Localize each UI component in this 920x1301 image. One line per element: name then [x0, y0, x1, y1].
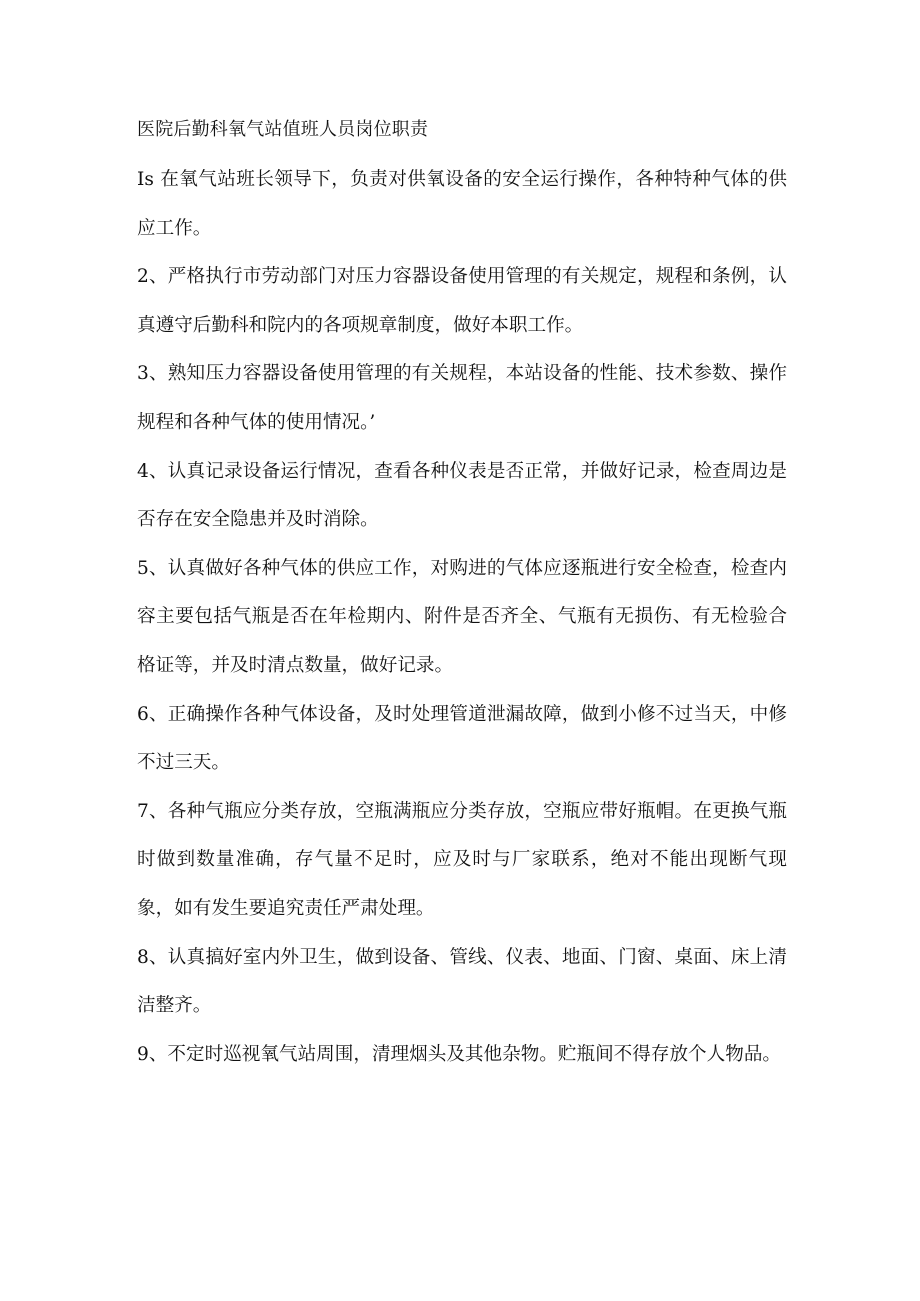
- paragraph-2: 2、严格执行市劳动部门对压力容器设备使用管理的有关规定，规程和条例，认真遵守后勤科和院内的各项规章制度，做好本职工作。: [137, 266, 787, 336]
- paragraph-4: 4、认真记录设备运行情况，查看各种仪表是否正常，并做好记录，检查周边是否存在安全隐患并及时消除。: [137, 460, 787, 531]
- paragraph-1: Is 在氧气站班长领导下，负责对供氧设备的安全运行操作，各种特种气体的供应工作。: [137, 169, 787, 239]
- paragraph-9: 9、不定时巡视氧气站周围，清理烟头及其他杂物。贮瓶间不得存放个人物品。: [137, 1043, 782, 1065]
- document-title: 医院后勤科氧气站值班人员岗位职责: [137, 119, 429, 140]
- paragraph-7: 7、各种气瓶应分类存放，空瓶满瓶应分类存放，空瓶应带好瓶帽。在更换气瓶时做到数量准确，存气量不足时，应及时与厂家联系，绝对不能出现断气现象，如有发生要追究责任严肃处理。: [137, 800, 787, 919]
- paragraph-5: 5、认真做好各种气体的供应工作，对购进的气体应逐瓶进行安全检查，检查内容主要包括气瓶是否在年检期内、附件是否齐全、气瓶有无损伤、有无检验合格证等，并及时清点数量，做好记录。: [137, 557, 787, 676]
- paragraph-3: 3、熟知压力容器设备使用管理的有关规程，本站设备的性能、技术参数、操作规程和各种气体的使用情况。’: [137, 363, 787, 433]
- document-body: [137, 156, 787, 1079]
- paragraph-8: 8、认真搞好室内外卫生，做到设备、管线、仪表、地面、门窗、桌面、床上清洁整齐。: [137, 946, 787, 1017]
- paragraph-6: 6、正确操作各种气体设备，及时处理管道泄漏故障，做到小修不过当天，中修不过三天。: [137, 703, 787, 774]
